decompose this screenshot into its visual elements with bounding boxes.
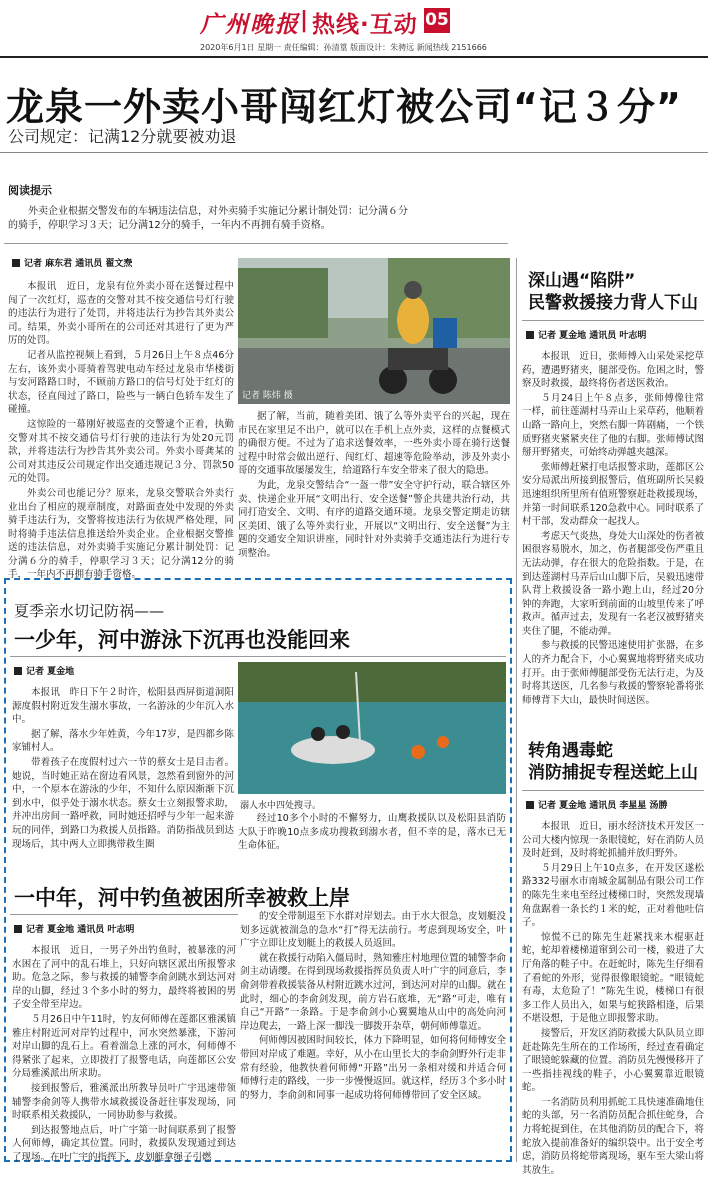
side-story-2-headline-line-2: 消防捕捉专程送蛇上山	[528, 763, 698, 783]
main-subheadline: 公司规定：记满12分就要被劝退	[8, 127, 237, 146]
side-divider	[522, 790, 704, 791]
side-story-1-body	[522, 350, 704, 732]
page-number-badge: 05	[424, 8, 450, 33]
byline-square-icon	[526, 801, 534, 809]
paragraph: 本报讯 近日，丽水经济技术开发区一公司大楼内惊现一条眼镜蛇，好在消防人员及时赶到，及时将蛇抓捕并放归野外。	[522, 821, 704, 860]
masthead-separator: |	[300, 8, 309, 33]
fishing-story-column-2	[240, 910, 506, 1158]
main-story-photo	[238, 258, 510, 404]
main-photo-caption: 记者 陈炜 摄	[242, 391, 293, 401]
paragraph: 接警后，开发区消防救援大队队员立即赶赴陈先生所在的工作场所，经过查看确定了眼镜蛇躲藏的位置。消防员先慢慢移开了一些指挂视线的鞋子，小心翼翼靠近眼镜蛇。	[522, 1027, 704, 1094]
paragraph: 据了解，当前，随着美团、饿了么等外卖平台的兴起，现在市民在家里足不出户，就可以在手机上点外卖，这样的点餐模式的确很方便。不过为了追求送餐效率，一些外卖小哥在骑行送餐过程中时常会做出逆行、闯红灯、超速等危险举动，涉及外卖小哥的交通事故屡屡发生，给道路行车安全带来了很大的隐患。	[238, 411, 510, 477]
main-story-byline-text: 记者 麻东君 通讯员 翟文焘	[24, 259, 133, 269]
paragraph: 的安全带制退至下水群对岸划去。由于水大很急，皮划艇没划多远就被湍急的急水“打”得无法前行。考虑到现场安全，叶广宇立即让皮划艇上的救援人员返回。	[240, 911, 507, 950]
section-divider	[4, 243, 508, 244]
side-story-1-byline-text: 记者 夏金地 通讯员 叶志明	[538, 331, 647, 341]
paragraph: 张师傅赶紧打电话报警求助，莲都区公安分局派出所接到报警后，值班副所长吴毅迅速组织所里所有值班警察赶赴救援现场，并第一时间联系120急救中心。同时联系了村干部，发动群众一起找人。	[522, 461, 704, 528]
paragraph: 本报讯 近日，张师傅入山采处采挖草药，遭遇野猪夹，腿部受伤。危困之时，警察及时救援，最终将伤者送医救治。	[522, 351, 704, 390]
byline-square-icon	[12, 259, 20, 267]
paragraph: 带着孩子在度假村过六一节的蔡女士是目击者。她说，当时她正站在窗边看风景，忽然看到窗外的河中，一个原本在游泳的少年，不知什么原因渐渐下沉到水中，似乎处于溺水状态。蔡女士立刻报警求助，并冲出房间一路呼救，同时她还招呼与少年一起来游玩的同伴，到路口为救援人员指路。消防指战员到达现场后，其中两人立即携带救生圈	[12, 756, 234, 850]
masthead-brand-logo: 广州晚报	[200, 11, 300, 38]
main-story-byline	[12, 256, 132, 269]
paragraph: 就在救援行动陷入僵局时，熟知雅庄村地理位置的辅警李俞剑主动请缨。在得到现场救援指挥员负责人叶广宇的同意后，李俞剑带着救援装备从村附近跳水过河，到达河对岸的山脚。就在此时，细心的李俞剑发现，前方岩石底堆，无“路”可走，唯有自己“开路”一条路。于是李俞剑小心翼翼地从山中的高处向河岸边爬去，一路上深一脚浅一脚拨开杂草，朝何师傅靠近。	[240, 952, 507, 1032]
section-divider	[10, 656, 506, 657]
delivery-rider-photo-icon	[238, 258, 510, 404]
summer-story-kicker: 夏季亲水切记防祸——	[14, 602, 165, 620]
side-story-2-byline-text: 记者 夏金地 通讯员 李星星 汤勝	[538, 801, 668, 811]
side-story-1-byline	[526, 328, 646, 341]
river-rescue-photo	[238, 662, 506, 794]
paragraph: 一名消防员利用抓蛇工具快速准确地住蛇的头部，另一名消防员配合抓住蛇身，合力将蛇捉到住，在其他消防员的配合下，将蛇放入提前准备好的编织袋中。出于安全考虑，消防员将蛇带离现场，驱车至大梁山将其放生。	[522, 1096, 704, 1176]
summer-story-column-1	[12, 686, 234, 852]
side-story-2-headline-line-1: 转角遇毒蛇	[528, 741, 613, 761]
fishing-story-byline-text: 记者 夏金地 通讯员 叶志明	[26, 925, 135, 935]
paragraph: 何师傅因被困时间较长，体力下降明显，如何将何师傅安全带回对岸成了难题。幸好，从小在山里长大的李俞剑野外行走非常有经验，他教快着何师傅“开路”出另一条相对缓和并适合何师傅行走的路线，一步一步慢慢返回。就这样，经历３个多小时的努力，李俞剑和同事一起成功将何师傅带回了安全区域。	[240, 1035, 507, 1101]
byline-square-icon	[526, 331, 534, 339]
paragraph: 惊慌不已的陈先生赶紧找来木棍驱赶蛇，蛇却着楼梯道窜到公司一楼，毅进了大厅角落的鞋子中。在赶蛇时，陈先生仔细看了看蛇的外形，觉得很像眼镜蛇。“眼镜蛇有毒，太危险了！”陈先生说，楼梯口有很多工作人员出入，如果与蛇狭路相逢，后果不堪设想，于是他立即报警求助。	[522, 931, 704, 1025]
paragraph: ５月26日中午11时，钓友何师傅在莲都区雅溪镇雅庄村附近河对岸钓过程中，河水突然暴涨，下游河对岸山脚的乱石上。看着湍急上涨的河水，何师傅不得紧张了起来，立即拨打了报警电话，向莲都区公安分局雅溪派出所求助。	[12, 1013, 236, 1080]
masthead-section-title: 热线·互动	[312, 12, 418, 38]
paragraph: 经过10多个小时的不懈努力，山鹰救援队以及松阳县消防大队于昨晚10点多成功搜救到溺水者，但不幸的是，落水已无生命体征。	[238, 813, 506, 852]
fishing-story-byline	[14, 922, 134, 935]
reading-note-label: 阅读提示	[8, 184, 52, 197]
river-photo-caption: 溺人水中四处搜寻。	[240, 801, 322, 811]
summer-story-byline	[14, 664, 74, 677]
paragraph: 外卖公司也能记分？原来，龙泉交警联合外卖行业出台了相应的规章制度，对路面查处中发现的外卖骑手违法行为，交警将按违法行为依规严格处理，同时将骑手违法信息推送给外卖企业。企业根据交警推送的违法信息，对外卖骑手实施记分累计制处罚：记分满６分的骑手，停职学习３天；记分满12分的骑手，一年内不再拥有骑手资格。	[8, 487, 234, 581]
byline-square-icon	[14, 667, 22, 675]
paragraph: ５月24日上午８点多，张师傅像往常一样，前往莲湖村马弄山上采草药，他顺着山路一路向上，突然右脚一阵剧痛，一个铁质野猪夹紧紧夹住了他的右脚。张师傅试图掰开野猪夹，可始终动弹越夹越深。	[522, 392, 704, 459]
paragraph: 据了解，落水少年姓黄，今年17岁，是四都乡陈家铺村人。	[12, 728, 234, 754]
masthead	[0, 0, 708, 56]
paragraph: 本报讯 近日，龙泉有位外卖小哥在送餐过程中闯了一次红灯，巡查的交警对其不按交通信号灯行驶的违法行为进行了处罚，并将违法行为抄告其外卖公司。结果，外卖小哥所在的公司还对其进行了更为严厉的处罚。	[8, 281, 234, 347]
paragraph: ５月29日上午10点多，在开发区遂松路332号丽水市南城金属制品有限公司工作的陈先生来电至经过楼梯口时，突然发现墙角盘踞着一条长约１米的蛇，正对着他吐信子。	[522, 862, 704, 929]
side-divider	[522, 320, 704, 321]
main-story-column-1	[8, 280, 234, 580]
section-divider	[10, 914, 238, 915]
paragraph: 考虑天气炎热，身处大山深处的伤者被困很容易脱水，加之，伤者腿部受伤严重且无法动弹，存在很大的危险指数。于是，在到达莲湖村马弄后山山脚下后，吴毅迅速带队背上救援设备一路小跑上山，经过20分钟的奔跑，大家听到前面的山坡里传来了呼救声。循声过去，发现有一名老汉被野猪夹夹住了腿，不能动弹。	[522, 530, 704, 637]
paragraph: 本报讯 昨日下午２时许，松阳县西屏街道洞阳源度假村附近发生溺水事故，一名游泳的少年沉入水中。	[12, 687, 234, 726]
main-headline: 龙泉一外卖小哥闯红灯被公司“记３分”	[6, 85, 682, 129]
main-story-column-2	[238, 410, 510, 580]
masthead-info-line: 2020年6月1日 星期一 责任编辑：孙清篁 版面设计：朱骋远 新闻热线 2151666	[200, 43, 487, 52]
paragraph: 参与救援的民警迅速使用扩张器，在多人的齐力配合下，小心翼翼地将野猪夹成功打开。由于张师傅腿部受伤无法行走，为及时将其送医，几名参与救援的警察轮番将张师傅背下大山，最快时间送医。	[522, 640, 704, 706]
summer-story-headline: 一少年，河中游泳下沉再也没能回来	[14, 628, 350, 652]
reading-note-text: 外卖企业根据交警发布的车辆违法信息，对外卖骑手实施记分累计制处罚：记分满６分的骑手，停职学习３天；记分满12分的骑手，一年内不再拥有骑手资格。	[8, 206, 408, 231]
paragraph: 为此，龙泉交警结合“一盔一带”安全守护行动，联合辖区外卖、快递企业开展“文明出行、安全送餐”警企共建共治行动，共同打造安全、文明、有序的道路交通环境。龙泉交警定期走访辖区美团、饿了么等外卖行业，开展以“文明出行、安全送餐”为主题的交通安全知识讲座，同时针对外卖骑手交通违法行为进行专项整治。	[238, 479, 510, 559]
summer-story-byline-text: 记者 夏金地	[26, 667, 75, 677]
side-story-2-byline	[526, 798, 668, 811]
paragraph: 这惊险的一幕刚好被巡查的交警逮个正着，执勤交警对其不按交通信号灯行驶的违法行为处20元罚款，并将违法行为抄告其外卖公司。外卖小哥龚某的公司对其违反公司规定作出交通违规记３分、罚款50元的处罚。	[8, 418, 234, 485]
side-story-2-body	[522, 820, 704, 1176]
side-story-1-headline-line-1: 深山遇“陷阱”	[528, 271, 636, 291]
byline-square-icon	[14, 925, 22, 933]
fishing-story-headline: 一中年，河中钓鱼被困所幸被救上岸	[14, 886, 350, 910]
paragraph: 记者从监控视频上看到，５月26日上午８点46分左右，该外卖小哥骑着驾驶电动车经过龙泉市华楼街与安河路路口时，不顾前方路口的信号灯处于红灯的状态，径直闯过了路口，险些与一辆白色轿车发生了碰撞。	[8, 349, 234, 416]
masthead-rule	[0, 56, 708, 58]
side-story-1-headline-line-2: 民警救援接力背人下山	[528, 293, 698, 313]
paragraph: 本报讯 近日，一男子外出钓鱼时，被暴涨的河水困在了河中的乱石堆上，只好向辖区派出所报警求助。危急之际，参与救援的辅警李俞剑跳水到达河对岸的山脚，经过３个多小时的努力，最终将被困的男子安全带至岸边。	[12, 945, 236, 1011]
river-rescue-photo-icon	[238, 662, 506, 794]
paragraph: 到达报警地点后，叶广宇第一时间联系到了报警人何师傅，确定其位置。同时，救援队发现通过到达了现场。在叶广宇的指挥下，皮划艇拿绳子引燃	[12, 1124, 236, 1163]
summer-story-column-2	[238, 812, 506, 856]
headline-rule	[0, 152, 708, 153]
fishing-story-column-1	[12, 944, 236, 1163]
paragraph: 接到报警后，雅溪派出所教导员叶广宇迅速带领辅警李俞剑等人携带水域救援设备赶往事发现场，同时联系相关救援队，一同协助参与救援。	[12, 1082, 236, 1122]
